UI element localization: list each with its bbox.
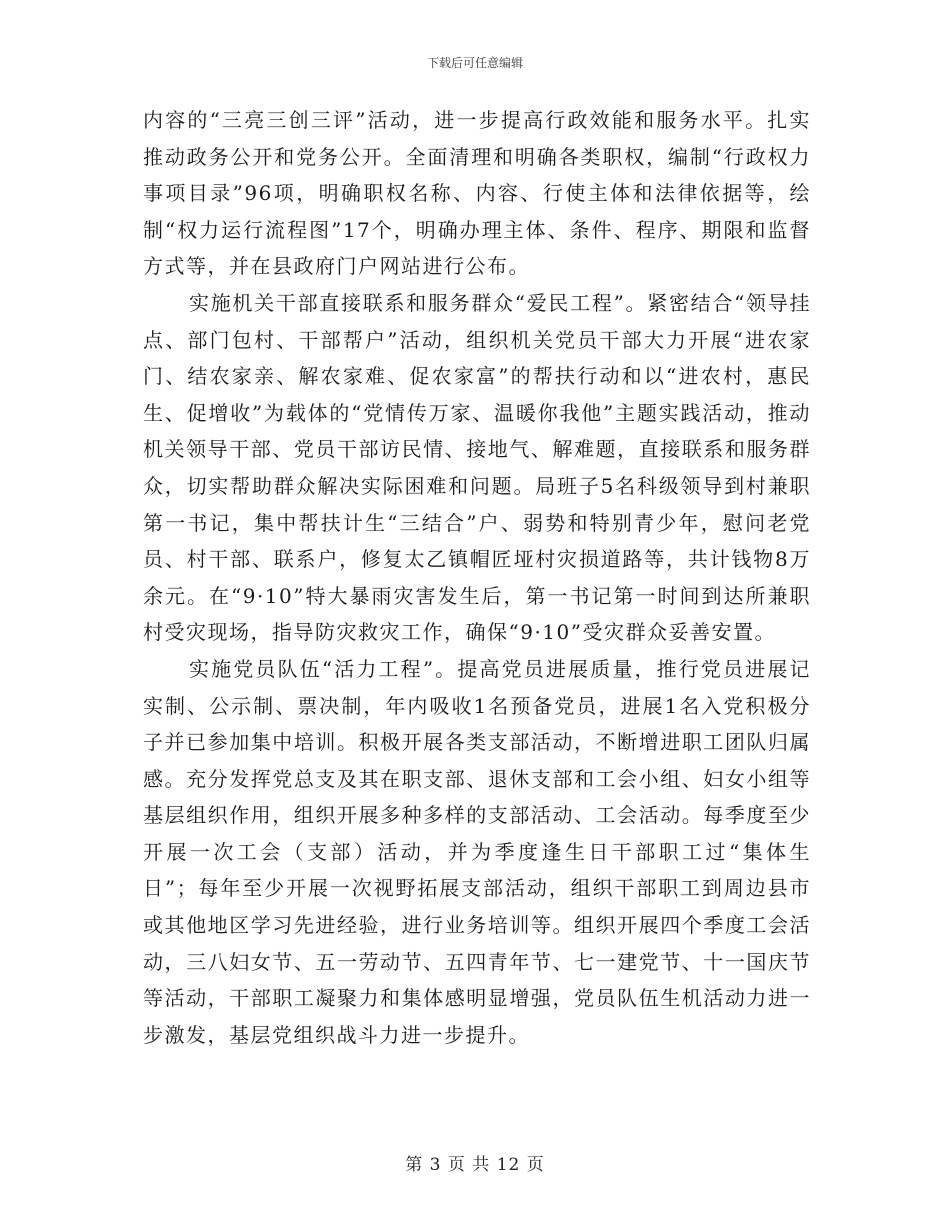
- paragraph-2: 实施机关干部直接联系和服务群众“爱民工程”。紧密结合“领导挂点、部门包村、干部帮户”活动，组织机关党员干部大力开展“进农家门、结农家亲、解农家难、促农家富”的帮扶行动和以“进农村，惠民生、促增收”为载体的“党情传万家、温暖你我他”主题实践活动，推动机关领导干部、党员干部访民情、接地气、解难题，直接联系和服务群众，切实帮助群众解决实际困难和问题。局班子5名科级领导到村兼职第一书记，集中帮扶计生“三结合”户、弱势和特别青少年，慰问老党员、村干部、联系户，修复太乙镇帽匠垭村灾损道路等，共计钱物8万余元。在“9·10”特大暴雨灾害发生后，第一书记第一时间到达所兼职村受灾现场，指导防灾救灾工作，确保“9·10”受灾群众妥善安置。: [143, 290, 811, 645]
- page-number-footer: 第 3 页 共 12 页: [405, 1155, 545, 1175]
- document-body: [143, 102, 811, 1053]
- paragraph-1: 内容的“三亮三创三评”活动，进一步提高行政效能和服务水平。扎实推动政务公开和党务公开。全面清理和明确各类职权，编制“行政权力事项目录”96项，明确职权名称、内容、行使主体和法律依据等，绘制“权力运行流程图”17个，明确办理主体、条件、程序、期限和监督方式等，并在县政府门户网站进行公布。: [143, 108, 811, 279]
- page-header: 下载后可任意编辑: [426, 56, 523, 70]
- paragraph-3: 实施党员队伍“活力工程”。提高党员进展质量，推行党员进展记实制、公示制、票决制，年内吸收1名预备党员，进展1名入党积极分子并已参加集中培训。积极开展各类支部活动，不断增进职工团队归属感。充分发挥党总支及其在职支部、退休支部和工会小组、妇女小组等基层组织作用，组织开展多种多样的支部活动、工会活动。每季度至少开展一次工会（支部）活动，并为季度逢生日干部职工过“集体生日”；每年至少开展一次视野拓展支部活动，组织干部职工到周边县市或其他地区学习先进经验，进行业务培训等。组织开展四个季度工会活动，三八妇女节、五一劳动节、五四青年节、七一建党节、十一国庆节等活动，干部职工凝聚力和集体感明显增强，党员队伍生机活动力进一步激发，基层党组织战斗力进一步提升。: [143, 656, 811, 1047]
